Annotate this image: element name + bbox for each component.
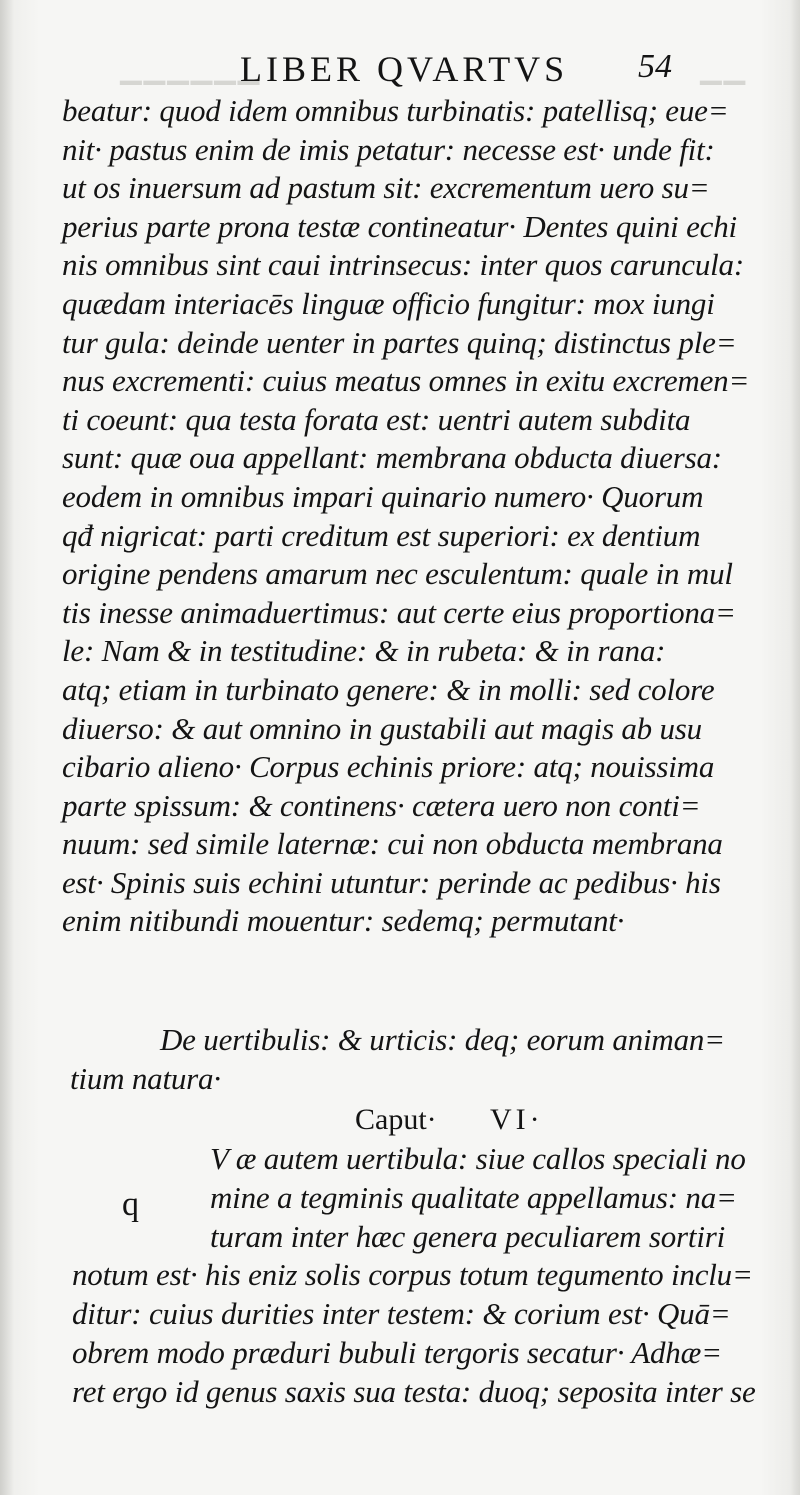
text-line: ret ergo id genus saxis sua testa: duoq; seposita inter se bbox=[72, 1373, 756, 1409]
page-gutter-shadow bbox=[0, 0, 14, 1495]
text-line: quædam interiacēs linguæ officio fungitur: mox iungi bbox=[62, 285, 715, 321]
text-line: ditur: cuius durities inter testem: & corium est· Quā= bbox=[72, 1296, 731, 1332]
text-line: tis inesse animaduertimus: aut certe eius proportiona= bbox=[62, 594, 736, 630]
text-line: qđ nigricat: parti creditum est superiori: ex dentium bbox=[62, 517, 701, 553]
text-line: diuerso: & aut omnino in gustabili aut magis ab usu bbox=[62, 710, 702, 746]
show-through-header-right: ▁▁ bbox=[700, 54, 748, 85]
drop-cap-initial: q bbox=[122, 1186, 139, 1223]
text-line: nus excrementi: cuius meatus omnes in exitu excremen= bbox=[62, 363, 750, 399]
chapter-number: VI· bbox=[490, 1103, 544, 1136]
text-line: ut os inuersum ad pastum sit: excrementum uero su= bbox=[62, 170, 710, 206]
running-head: LIBER QVARTVS bbox=[240, 49, 569, 89]
text-line: cibario alieno· Corpus echinis priore: atq; nouissima bbox=[62, 749, 715, 785]
page-number: 54 bbox=[638, 48, 672, 85]
text-line: enim nitibundi mouentur: sedemq; permutant· bbox=[62, 903, 625, 939]
show-through-header: ▁▁▁▁▁▁ bbox=[120, 54, 262, 85]
chapter-summary-line: De uertibulis: & urticis: deq; eorum animan= bbox=[160, 1022, 725, 1057]
page-edge-shadow bbox=[790, 0, 800, 1495]
text-line: notum est· his eniz solis corpus totum tegumento inclu= bbox=[72, 1257, 753, 1293]
text-line: ti coeunt: qua testa forata est: uentri autem subdita bbox=[62, 401, 691, 437]
text-line: origine pendens amarum nec esculentum: quale in mul bbox=[62, 556, 733, 592]
chapter-summary bbox=[70, 1020, 750, 1098]
text-line: nis omnibus sint caui intrinsecus: inter quos caruncula: bbox=[62, 247, 744, 283]
text-line: est· Spinis suis echini utuntur: perinde ac pedibus· his bbox=[62, 864, 721, 900]
text-line: nuum: sed simile laternæ: cui non obducta membrana bbox=[62, 826, 723, 862]
text-line: sunt: quæ oua appellant: membrana obducta diuersa: bbox=[62, 440, 722, 476]
text-line: parte spissum: & continens· cætera uero non conti= bbox=[62, 787, 701, 823]
text-line: perius parte prona testæ contineatur· Dentes quini echi bbox=[62, 208, 737, 244]
chapter-text-block bbox=[72, 1140, 756, 1412]
chapter-label: Caput· bbox=[355, 1103, 437, 1136]
chapter-summary-line: tium natura· bbox=[70, 1061, 221, 1096]
text-line: atq; etiam in turbinato genere: & in molli: sed colore bbox=[62, 671, 715, 707]
text-line: mine a tegminis qualitate appellamus: na= bbox=[210, 1179, 737, 1215]
text-line: eodem in omnibus impari quinario numero· Quorum bbox=[62, 478, 704, 514]
text-line: nit· pastus enim de imis petatur: necesse est· unde fit: bbox=[62, 131, 715, 167]
text-line: obrem modo præduri bubuli tergoris secatur· Adhæ= bbox=[72, 1334, 722, 1370]
text-line: turam inter hæc genera peculiarem sortiri bbox=[210, 1218, 726, 1254]
main-text-block bbox=[62, 92, 750, 941]
text-line: V æ autem uertibula: siue callos speciali no bbox=[210, 1141, 746, 1176]
text-line: tur gula: deinde uenter in partes quinq; distinctus ple= bbox=[62, 324, 737, 360]
text-line: beatur: quod idem omnibus turbinatis: patellisq; eue= bbox=[62, 93, 729, 128]
text-line: le: Nam & in testitudine: & in rubeta: & in rana: bbox=[62, 633, 666, 669]
